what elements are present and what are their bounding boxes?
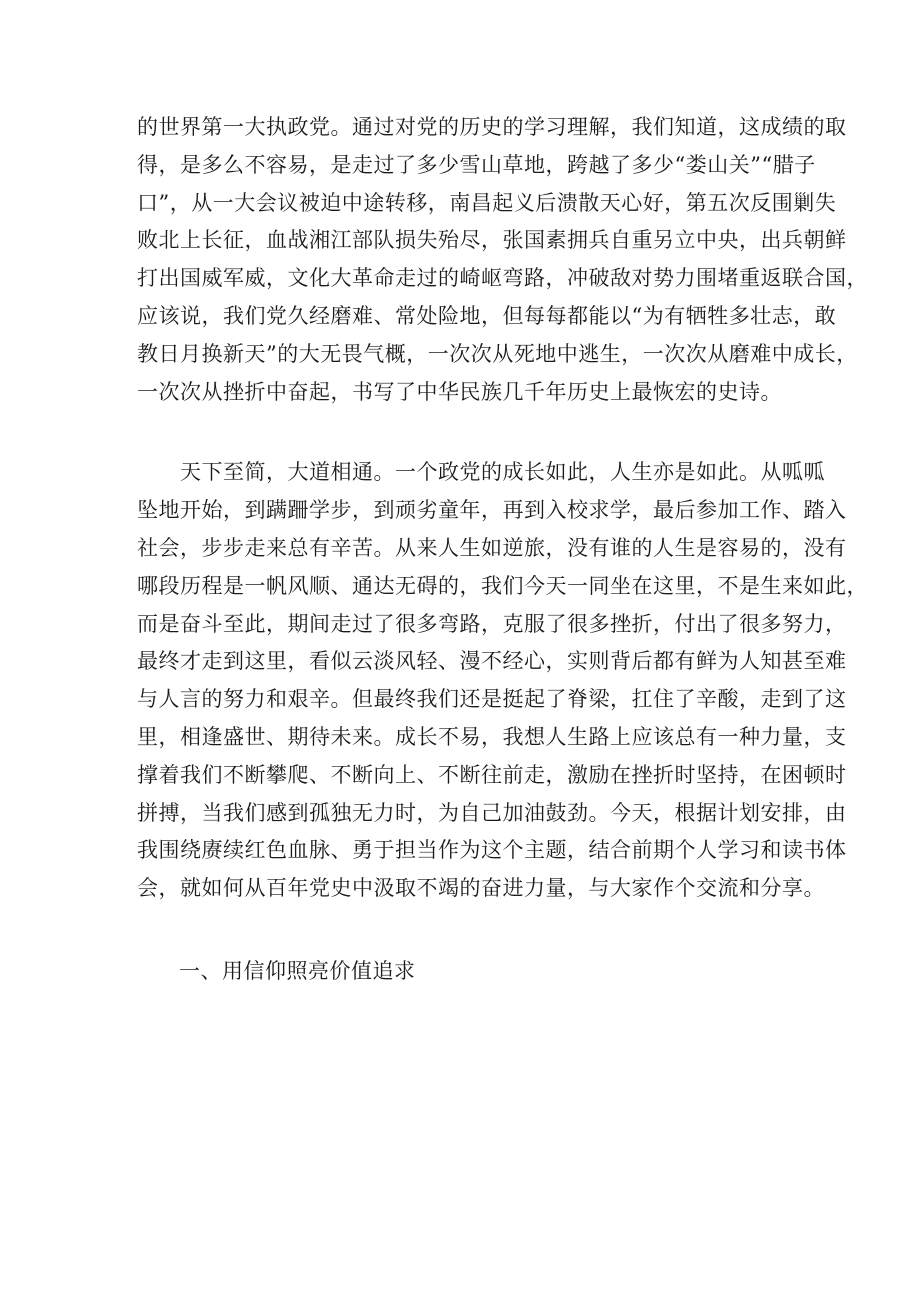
text-line: 坠地开始，到蹒跚学步，到顽劣童年，再到入校求学，最后参加工作、踏入 — [137, 498, 847, 523]
text-line: 败北上长征，血战湘江部队损失殆尽，张国素拥兵自重另立中央，出兵朝鲜 — [137, 228, 847, 253]
text-line: 教日月换新天”的大无畏气概，一次次从死地中逃生，一次次从磨难中成长， — [137, 341, 858, 366]
text-line: 撑着我们不断攀爬、不断向上、不断往前走，激励在挫折时坚持，在困顿时 — [137, 762, 847, 787]
paragraph-1 — [137, 109, 868, 411]
text-line: 会，就如何从百年党史中汲取不竭的奋进力量，与大家作个交流和分享。 — [137, 876, 825, 901]
text-line: 得，是多么不容易，是走过了多少雪山草地，跨越了多少“娄山关”“腊子 — [137, 152, 816, 177]
text-line: 与人言的努力和艰辛。但最终我们还是挺起了脊梁，扛住了辛酸，走到了这 — [137, 687, 847, 712]
text-line: 我围绕赓续红色血脉、勇于担当作为这个主题，结合前期个人学习和读书体 — [137, 838, 847, 863]
text-line: 的世界第一大执政党。通过对党的历史的学习理解，我们知道，这成绩的取 — [137, 115, 847, 139]
text-line: 天下至简，大道相通。一个政党的成长如此，人生亦是如此。从呱呱 — [137, 460, 825, 485]
text-line: 打出国威军威，文化大革命走过的崎岖弯路，冲破敌对势力围堵重返联合国， — [137, 266, 868, 291]
section-heading: 一、用信仰照亮价值追求 — [179, 958, 416, 983]
paragraph-2 — [137, 454, 868, 908]
text-line: 最终才走到这里，看似云淡风轻、漫不经心，实则背后都有鲜为人知甚至难 — [137, 649, 847, 674]
text-line: 里，相逢盛世、期待未来。成长不易，我想人生路上应该总有一种力量，支 — [137, 724, 847, 749]
text-line: 而是奋斗至此，期间走过了很多弯路，克服了很多挫折，付出了很多努力， — [137, 611, 847, 636]
text-line: 口”，从一大会议被迫中途转移，南昌起义后溃散天心好，第五次反围剿失 — [137, 190, 837, 215]
text-line: 哪段历程是一帆风顺、通达无碍的，我们今天一同坐在这里，不是生来如此， — [137, 573, 868, 598]
text-line: 应该说，我们党久经磨难、常处险地，但每每都能以“为有牺牲多壮志，敢 — [137, 303, 837, 328]
text-line: 拼搏，当我们感到孤独无力时，为自己加油鼓劲。今天，根据计划安排，由 — [137, 800, 847, 825]
text-line: 一次次从挫折中奋起，书写了中华民族几千年历史上最恢宏的史诗。 — [137, 379, 782, 404]
text-line: 社会，步步走来总有辛苦。从来人生如逆旅，没有谁的人生是容易的，没有 — [137, 535, 847, 560]
document-body — [137, 109, 868, 991]
